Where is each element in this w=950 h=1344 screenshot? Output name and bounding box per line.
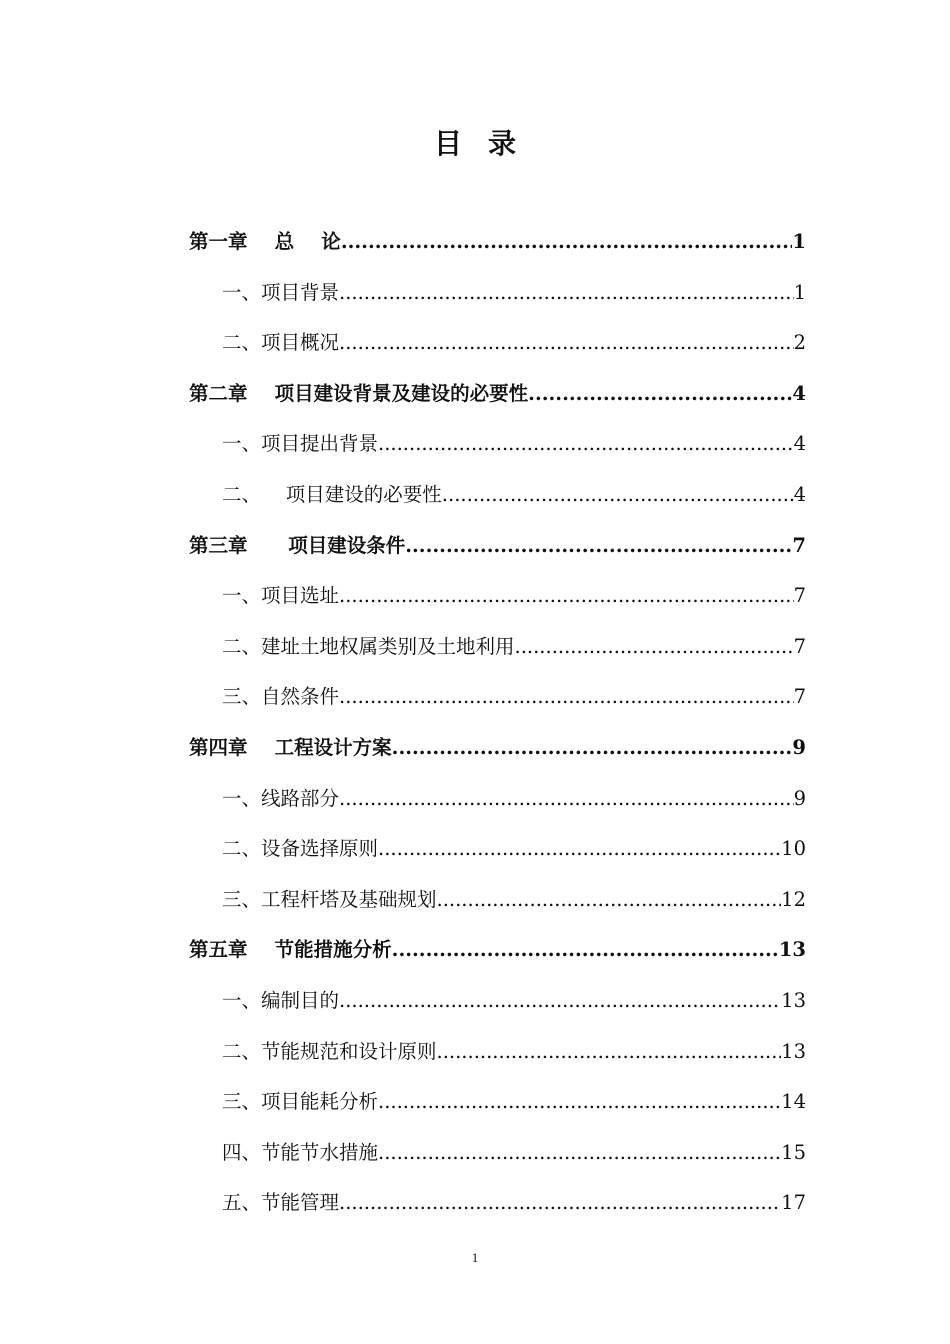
toc-entry-label: 第五章 节能措施分析 xyxy=(189,938,392,962)
toc-chapter-entry[interactable] xyxy=(189,723,806,774)
toc-entry-label: 五、节能管理 xyxy=(222,1191,340,1215)
toc-dot-leader xyxy=(339,672,794,723)
toc-section-entry[interactable] xyxy=(189,1128,806,1179)
toc-entry-page-number: 7 xyxy=(792,533,806,557)
toc-dot-leader xyxy=(378,419,794,470)
toc-dot-leader xyxy=(339,268,794,319)
toc-entry-page-number: 9 xyxy=(792,735,806,759)
toc-entry-label: 第三章 项目建设条件 xyxy=(189,533,406,557)
toc-entry-page-number: 14 xyxy=(781,1090,806,1114)
toc-section-entry[interactable] xyxy=(189,1077,806,1128)
toc-entry-label: 二、项目概况 xyxy=(222,331,340,355)
toc-entry-page-number: 7 xyxy=(793,584,806,608)
toc-entry-label: 三、自然条件 xyxy=(222,685,340,709)
toc-section-entry[interactable] xyxy=(189,774,806,825)
toc-dot-leader xyxy=(437,1027,782,1078)
toc-dot-leader xyxy=(378,1128,781,1179)
table-of-contents xyxy=(189,217,806,1229)
toc-entry-label: 一、项目提出背景 xyxy=(222,432,379,456)
toc-chapter-entry[interactable] xyxy=(189,369,806,420)
toc-entry-page-number: 13 xyxy=(781,988,806,1012)
toc-entry-label: 一、项目背景 xyxy=(222,280,340,304)
toc-entry-page-number: 1 xyxy=(792,230,806,253)
toc-dot-leader xyxy=(378,1077,781,1128)
toc-dot-leader xyxy=(392,723,793,774)
toc-dot-leader xyxy=(339,976,781,1027)
toc-entry-label: 三、项目能耗分析 xyxy=(222,1090,379,1114)
toc-dot-leader xyxy=(515,622,794,673)
toc-entry-label: 一、线路部分 xyxy=(222,786,340,810)
toc-entry-page-number: 1 xyxy=(793,280,806,304)
toc-section-entry[interactable] xyxy=(189,824,806,875)
toc-chapter-entry[interactable] xyxy=(189,521,806,572)
toc-entry-page-number: 15 xyxy=(781,1140,806,1164)
toc-section-entry[interactable] xyxy=(189,1178,806,1229)
toc-entry-page-number: 7 xyxy=(793,634,806,658)
toc-entry-page-number: 10 xyxy=(781,837,806,861)
toc-entry-label: 二、设备选择原则 xyxy=(222,837,379,861)
toc-entry-label: 一、编制目的 xyxy=(222,988,340,1012)
toc-section-entry[interactable] xyxy=(189,976,806,1027)
toc-section-entry[interactable] xyxy=(189,672,806,723)
toc-entry-label: 二、节能规范和设计原则 xyxy=(222,1039,437,1063)
toc-section-entry[interactable] xyxy=(189,318,806,369)
toc-entry-label: 一、项目选址 xyxy=(222,584,340,608)
toc-entry-page-number: 4 xyxy=(793,432,806,456)
toc-entry-page-number: 17 xyxy=(781,1191,806,1215)
toc-dot-leader xyxy=(437,875,782,926)
toc-entry-label: 四、节能节水措施 xyxy=(222,1140,379,1164)
toc-section-entry[interactable] xyxy=(189,419,806,470)
toc-dot-leader xyxy=(341,217,793,268)
page-number: 1 xyxy=(471,1250,479,1265)
toc-dot-leader xyxy=(339,571,794,622)
toc-section-entry[interactable] xyxy=(189,622,806,673)
toc-entry-page-number: 2 xyxy=(793,331,806,355)
toc-entry-label: 第二章 项目建设背景及建设的必要性 xyxy=(189,381,529,405)
toc-entry-page-number: 13 xyxy=(781,1039,806,1063)
toc-section-entry[interactable] xyxy=(189,470,806,521)
toc-dot-leader xyxy=(392,925,779,976)
toc-chapter-entry[interactable] xyxy=(189,217,806,268)
toc-dot-leader xyxy=(339,774,794,825)
toc-section-entry[interactable] xyxy=(189,875,806,926)
toc-entry-label: 三、工程杆塔及基础规划 xyxy=(222,887,437,911)
toc-entry-label: 第四章 工程设计方案 xyxy=(189,735,392,759)
toc-entry-page-number: 13 xyxy=(778,938,806,962)
toc-entry-page-number: 9 xyxy=(793,786,806,810)
toc-dot-leader xyxy=(339,318,794,369)
toc-entry-label: 二、建址土地权属类别及土地利用 xyxy=(222,634,515,658)
toc-dot-leader xyxy=(405,521,792,572)
toc-entry-label: 二、 项目建设的必要性 xyxy=(222,482,442,506)
toc-dot-leader xyxy=(378,824,781,875)
toc-entry-page-number: 4 xyxy=(793,482,806,506)
toc-entry-page-number: 4 xyxy=(792,381,806,405)
toc-dot-leader xyxy=(442,470,794,521)
toc-section-entry[interactable] xyxy=(189,1027,806,1078)
toc-section-entry[interactable] xyxy=(189,268,806,319)
toc-dot-leader xyxy=(339,1178,781,1229)
toc-entry-label: 第一章 总 论 xyxy=(189,230,341,253)
toc-dot-leader xyxy=(528,369,792,420)
toc-entry-page-number: 12 xyxy=(781,887,806,911)
toc-chapter-entry[interactable] xyxy=(189,925,806,976)
toc-entry-page-number: 7 xyxy=(793,685,806,709)
page-title: 目录 xyxy=(433,127,542,160)
toc-section-entry[interactable] xyxy=(189,571,806,622)
